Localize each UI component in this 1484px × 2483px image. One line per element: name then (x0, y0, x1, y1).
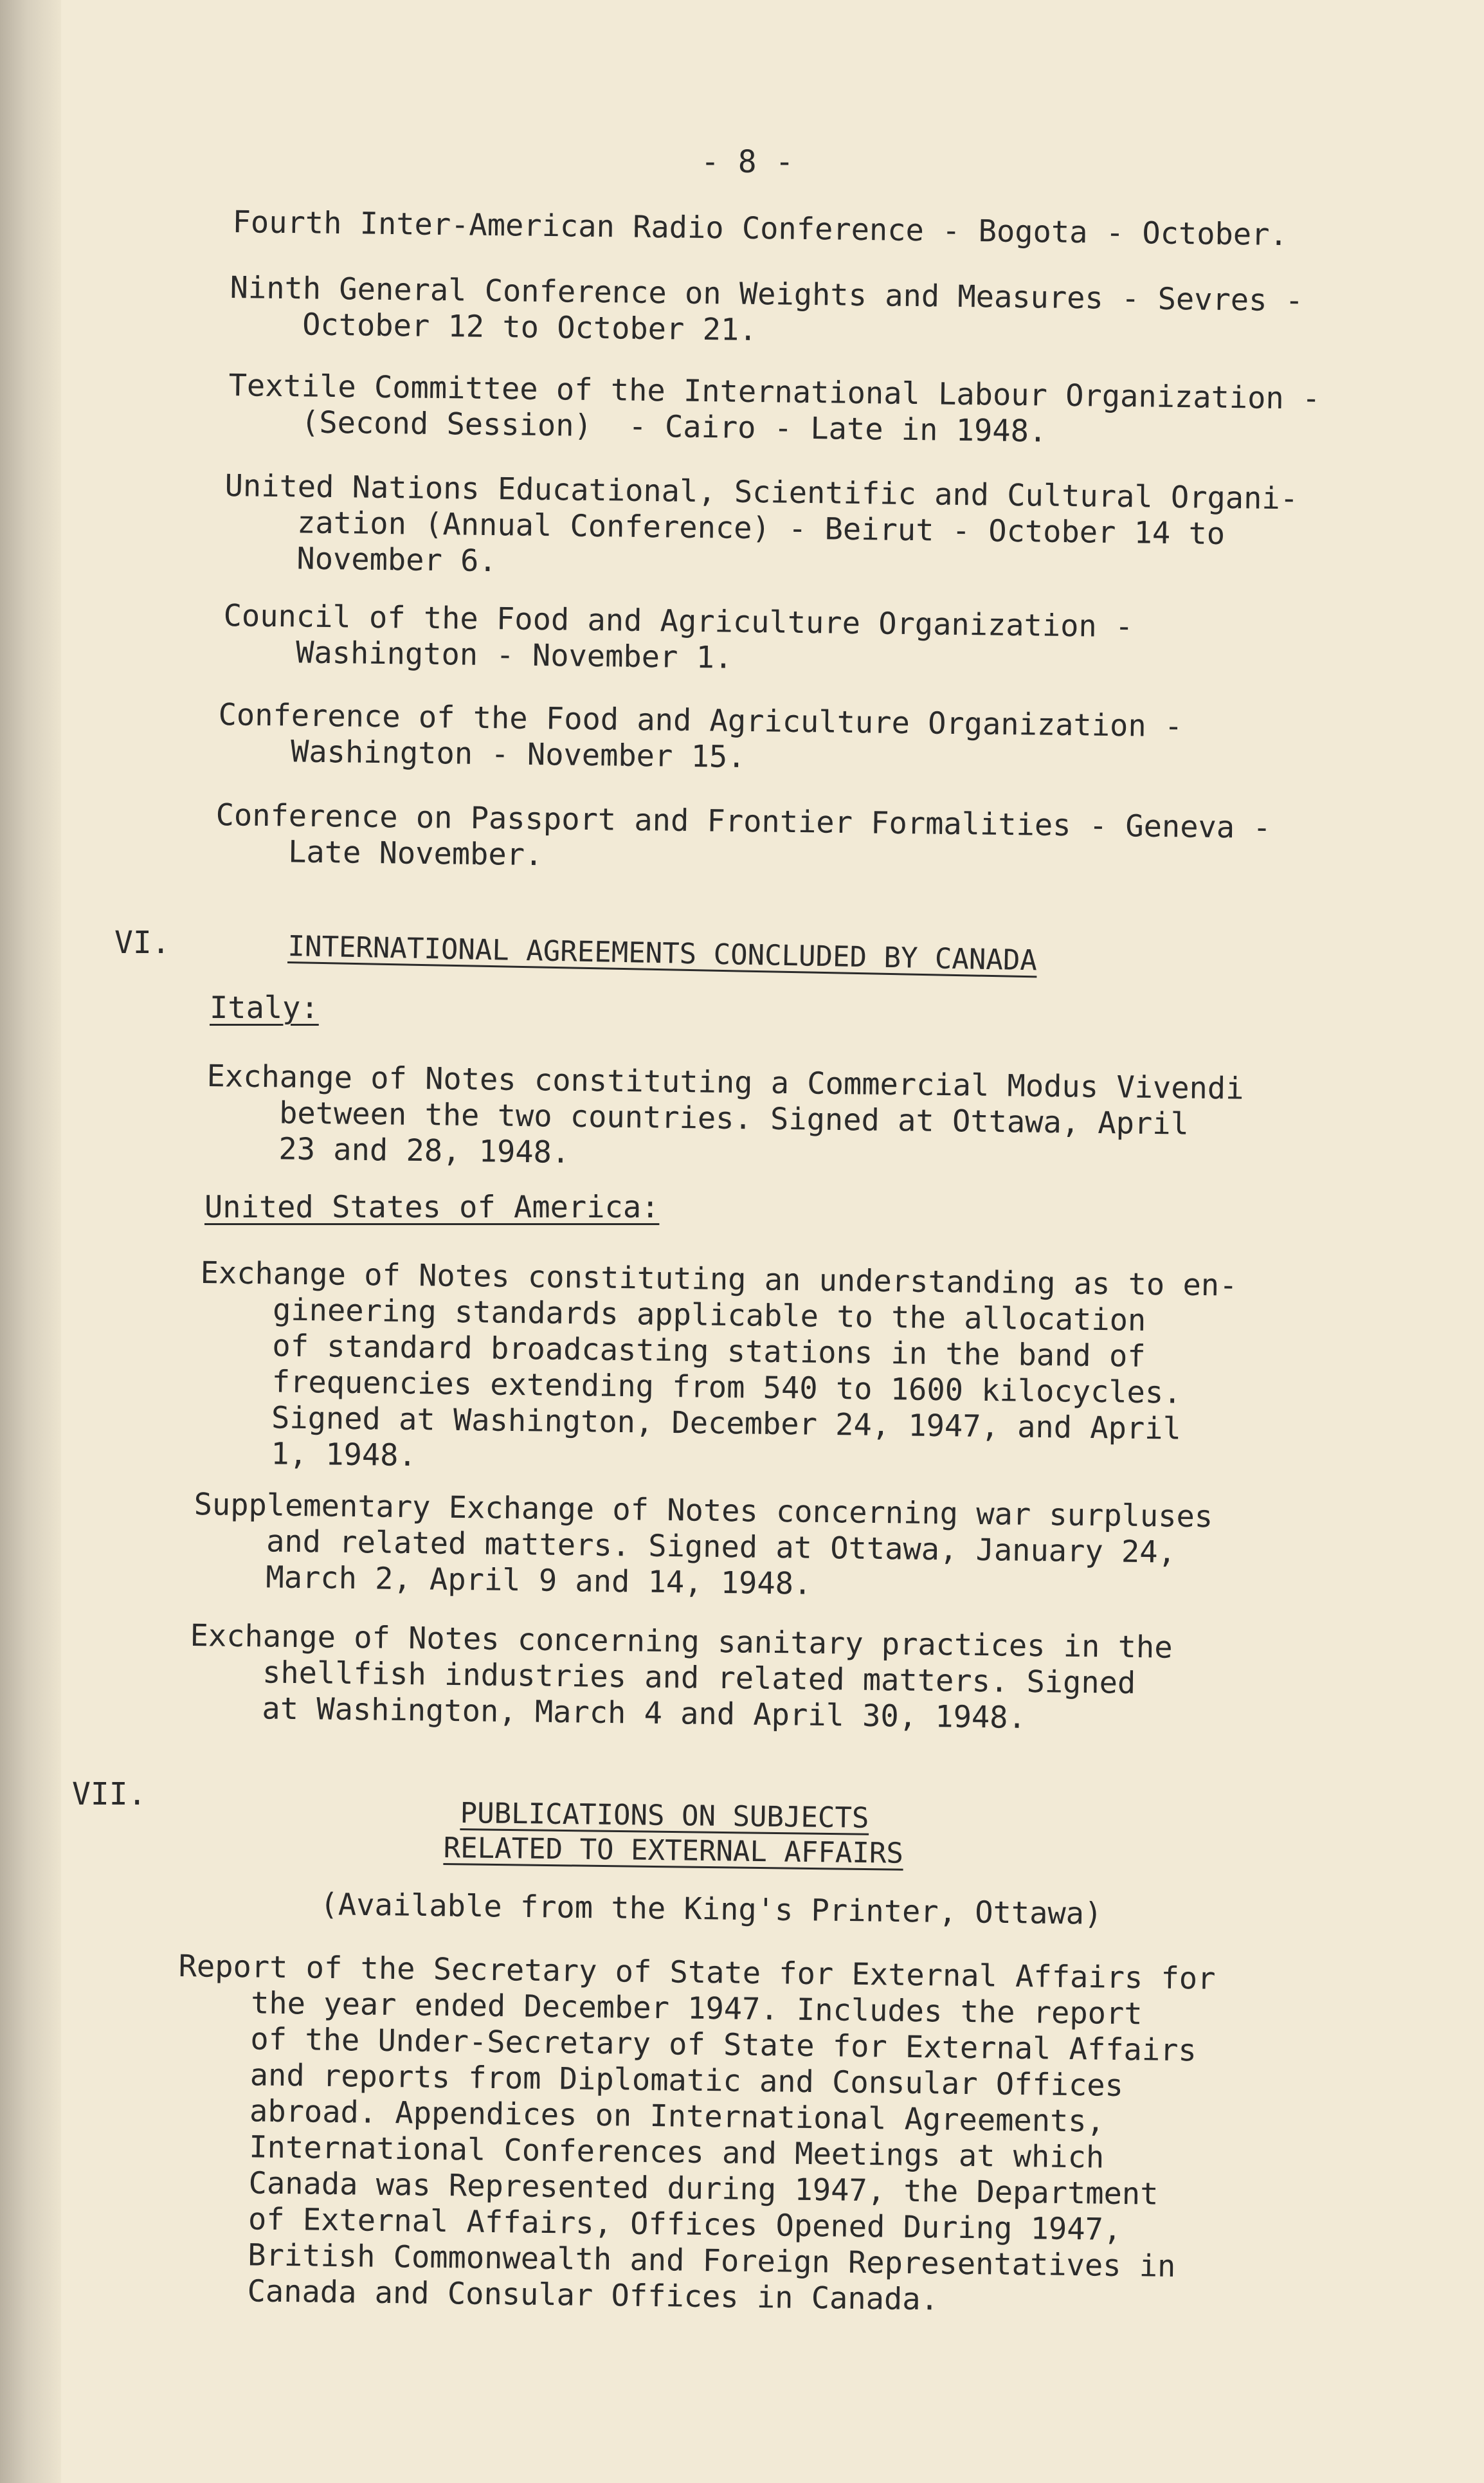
conference-entry: Textile Committee of the International Labour Organization - (Second Session) - Cairo - Late in 1948. (228, 368, 1321, 450)
section-vi-number: VI. (114, 925, 170, 961)
page-binding-shadow (0, 0, 61, 2483)
agreement-entry: Exchange of Notes concerning sanitary practices in the shellfish industries and related matters. Signed at Washington, March 4 and April 30, 1948. (188, 1618, 1173, 1736)
section-vii-number: VII. (72, 1776, 147, 1812)
conference-entry: Council of the Food and Agriculture Organization - Washington - November 1. (222, 598, 1134, 676)
conference-entry: Conference of the Food and Agriculture Organization - Washington - November 15. (217, 697, 1183, 776)
page-number: - 8 - (701, 144, 794, 180)
usa-label: United States of America: (204, 1190, 660, 1225)
agreement-entry: Supplementary Exchange of Notes concerning war surpluses and related matters. Signed at Ottawa, January 24, March 2, April 9 and 14, 1948. (192, 1487, 1213, 1602)
conference-entry: United Nations Educational, Scientific and Cultural Organi- zation (Annual Conference) - Beirut - October 14 to November 6. (223, 468, 1299, 579)
availability-note: (Available from the King's Printer, Ottawa) (320, 1887, 1103, 1932)
conference-entry: Fourth Inter-American Radio Conference - Bogota - October. (232, 205, 1289, 253)
agreement-entry: Exchange of Notes constituting an understanding as to en- gineering standards applicable to the allocation of standard broadcasting stations in the band of frequencies extending from 540 to 1600 kilocycles. Signed at Washington, December 24, 1947, and April 1, 1948. (197, 1255, 1238, 1474)
section-vi-heading: INTERNATIONAL AGREEMENTS CONCLUDED BY CANADA (287, 930, 1038, 978)
agreement-entry: Exchange of Notes constituting a Commercial Modus Vivendi between the two countries. Signed at Ottawa, April 23 and 28, 1948. (205, 1059, 1244, 1170)
section-vii-heading-line1: PUBLICATIONS ON SUBJECTS (460, 1797, 869, 1835)
section-vii-heading-line2: RELATED TO EXTERNAL AFFAIRS (443, 1832, 904, 1870)
report-entry: Report of the Secretary of State for External Affairs for the year ended December 1947. Includes the report of the Under-Secretary of State for External Affairs and reports from Diplomatic and Consular Offices abroad. Appendices on International Agreements, International Conferences and Meetings at which Canada was Represented during 1947, the Department of External Affairs, Offices Opened During 1947, British Commonwealth and Foreign Representatives in Canada and Consular Offices in Canada. (174, 1949, 1216, 2318)
italy-label: Italy: (210, 990, 319, 1026)
conference-entry: Conference on Passport and Frontier Formalities - Geneva - Late November. (215, 797, 1272, 873)
conference-entry: Ninth General Conference on Weights and Measures - Sevres - October 12 to October 21. (229, 270, 1304, 349)
